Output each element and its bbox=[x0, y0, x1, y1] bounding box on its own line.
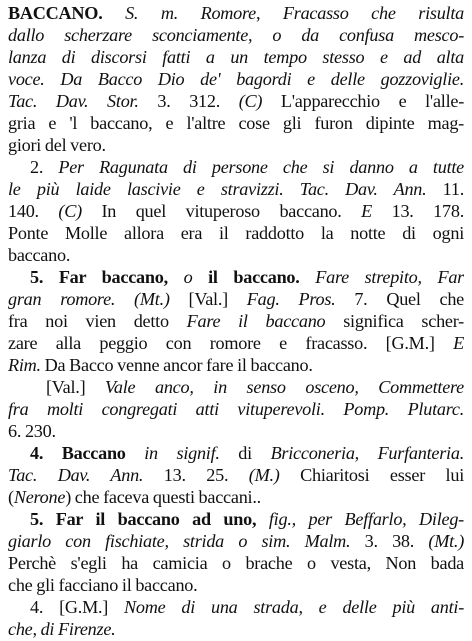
entry-line-28 bbox=[30, 596, 464, 619]
text-segment: 3. 312. bbox=[138, 91, 239, 111]
entry-line-5 bbox=[8, 90, 464, 113]
text-segment: baccano. bbox=[8, 245, 71, 265]
entry-line-9 bbox=[8, 178, 464, 201]
entry-line-14 bbox=[8, 288, 464, 311]
text-segment: 7. Quel che bbox=[335, 289, 464, 309]
text-segment: Fag. Pros. bbox=[246, 289, 336, 309]
entry-line-1 bbox=[8, 2, 464, 25]
text-segment: Fracasso che risulta bbox=[282, 3, 464, 23]
text-segment: 6. 230. bbox=[8, 421, 56, 441]
entry-line-2 bbox=[8, 24, 464, 47]
entry-line-23 bbox=[8, 486, 464, 509]
text-segment: Fare strepito, Far bbox=[299, 267, 464, 287]
entry-line-7 bbox=[8, 134, 464, 157]
entry-line-18 bbox=[46, 376, 464, 399]
text-segment: S. m. Romore bbox=[102, 3, 256, 23]
entry-line-13 bbox=[30, 266, 464, 289]
text-segment: Per Ragunata di persone che si danno a tutte bbox=[58, 157, 464, 177]
text-segment: Nome di una strada, e delle più anti- bbox=[124, 597, 464, 617]
text-segment: voce. Da Bacco Dio de' bagordi e delle gozzoviglie. bbox=[8, 69, 464, 89]
entry-line-12 bbox=[8, 244, 464, 267]
text-segment: Chiaritosi esser lui bbox=[279, 465, 464, 485]
text-segment: ( bbox=[8, 487, 14, 507]
text-segment: In quel vituperoso baccano. bbox=[81, 201, 362, 221]
entry-line-25 bbox=[8, 530, 464, 553]
sense-number: 2. bbox=[30, 157, 59, 177]
text-segment: Bricconeria, Furfanteria. bbox=[270, 443, 464, 463]
text-segment: [Val.] bbox=[169, 289, 247, 309]
text-segment: fig., per Beffarlo, Dileg- bbox=[256, 509, 464, 529]
entry-line-21 bbox=[30, 442, 464, 465]
entry-line-22 bbox=[8, 464, 464, 487]
text-segment: giarlo con fischiate, strida o sim. Malm. bbox=[8, 531, 351, 551]
entry-line-11 bbox=[8, 222, 464, 245]
text-segment: Tac. Dav. Stor. bbox=[8, 91, 139, 111]
entry-line-15 bbox=[8, 310, 464, 333]
text-segment: significa scher- bbox=[325, 311, 464, 331]
entry-line-4 bbox=[8, 68, 464, 91]
entry-line-16 bbox=[8, 332, 464, 355]
subentry-heading: il baccano. bbox=[208, 267, 300, 287]
entry-line-3 bbox=[8, 46, 464, 69]
text-segment: Ponte Molle allora era il raddotto la notte di ogni bbox=[8, 223, 464, 243]
entry-line-27 bbox=[8, 574, 464, 597]
text-segment: fra noi vien detto bbox=[8, 311, 187, 331]
text-segment: Perchè s'egli ha camicia o brache o vesta, Non bada bbox=[8, 553, 464, 573]
text-segment: Nerone bbox=[13, 487, 66, 507]
entry-line-20 bbox=[8, 420, 464, 443]
text-segment: 4. [G.M.] bbox=[30, 597, 125, 617]
text-segment: E bbox=[453, 333, 464, 353]
text-segment: Tac. Dav. Ann. bbox=[8, 465, 144, 485]
headword: BACCANO. bbox=[8, 3, 103, 23]
entry-line-29 bbox=[8, 618, 464, 641]
text-segment: Fare il baccano bbox=[186, 311, 326, 331]
text-segment: (Mt.) bbox=[428, 531, 464, 551]
text-segment: in signif. bbox=[125, 443, 220, 463]
text-segment: Vale anco, in senso osceno, Commettere bbox=[105, 377, 464, 397]
text-segment: ) che faceva questi baccani.. bbox=[65, 487, 261, 507]
entry-line-26 bbox=[8, 552, 464, 575]
text-segment: lanza di discorsi fatti a un tempo stesso e ad alta bbox=[8, 47, 464, 67]
entry-line-8 bbox=[30, 156, 464, 179]
text-segment: [Val.] bbox=[46, 377, 106, 397]
text-segment: gran romore. (Mt.) bbox=[8, 289, 170, 309]
text-segment: 11. bbox=[426, 179, 464, 199]
text-segment: (M.) bbox=[248, 465, 280, 485]
subentry-heading: 5. Far baccano, bbox=[30, 267, 168, 287]
text-segment: E bbox=[361, 201, 373, 221]
text-segment: giori del vero. bbox=[8, 135, 106, 155]
entry-line-17 bbox=[8, 354, 464, 377]
text-segment: Da Bacco venne ancor fare il baccano. bbox=[40, 355, 313, 375]
text-segment: di bbox=[219, 443, 271, 463]
text-segment: (C) bbox=[238, 91, 263, 111]
text-segment: , bbox=[256, 3, 283, 23]
text-segment: Rim. bbox=[8, 355, 41, 375]
entry-line-10 bbox=[8, 200, 464, 223]
entry-line-6 bbox=[8, 112, 464, 135]
text-segment: 140. bbox=[8, 201, 59, 221]
text-segment: o bbox=[167, 267, 209, 287]
text-segment: dallo scherzare sconciamente, o da confusa mesco- bbox=[8, 25, 464, 45]
text-segment: 13. 178. bbox=[372, 201, 464, 221]
text-segment: le più laide lascivie e stravizzi. Tac. Dav. Ann. bbox=[8, 179, 427, 199]
text-segment: zare alla peggio con romore e fracasso. [G.M.] bbox=[8, 333, 454, 353]
entry-line-19 bbox=[8, 398, 464, 421]
text-segment: (C) bbox=[58, 201, 82, 221]
subentry-heading: 5. Far il baccano ad uno, bbox=[30, 509, 257, 529]
text-segment: gria e 'l baccano, e l'altre cose gli furon dipinte mag- bbox=[8, 113, 464, 133]
entry-line-24 bbox=[30, 508, 464, 531]
text-segment: L'apparecchio e l'alle- bbox=[262, 91, 464, 111]
text-segment: fra molti congregati atti vituperevoli. Pomp. Plutarc. bbox=[8, 399, 464, 419]
text-segment: 3. 38. bbox=[350, 531, 429, 551]
text-segment: che gli facciano il baccano. bbox=[8, 575, 198, 595]
subentry-heading: 4. Baccano bbox=[30, 443, 126, 463]
text-segment: 13. 25. bbox=[143, 465, 249, 485]
text-segment: che, di Firenze. bbox=[8, 619, 116, 639]
